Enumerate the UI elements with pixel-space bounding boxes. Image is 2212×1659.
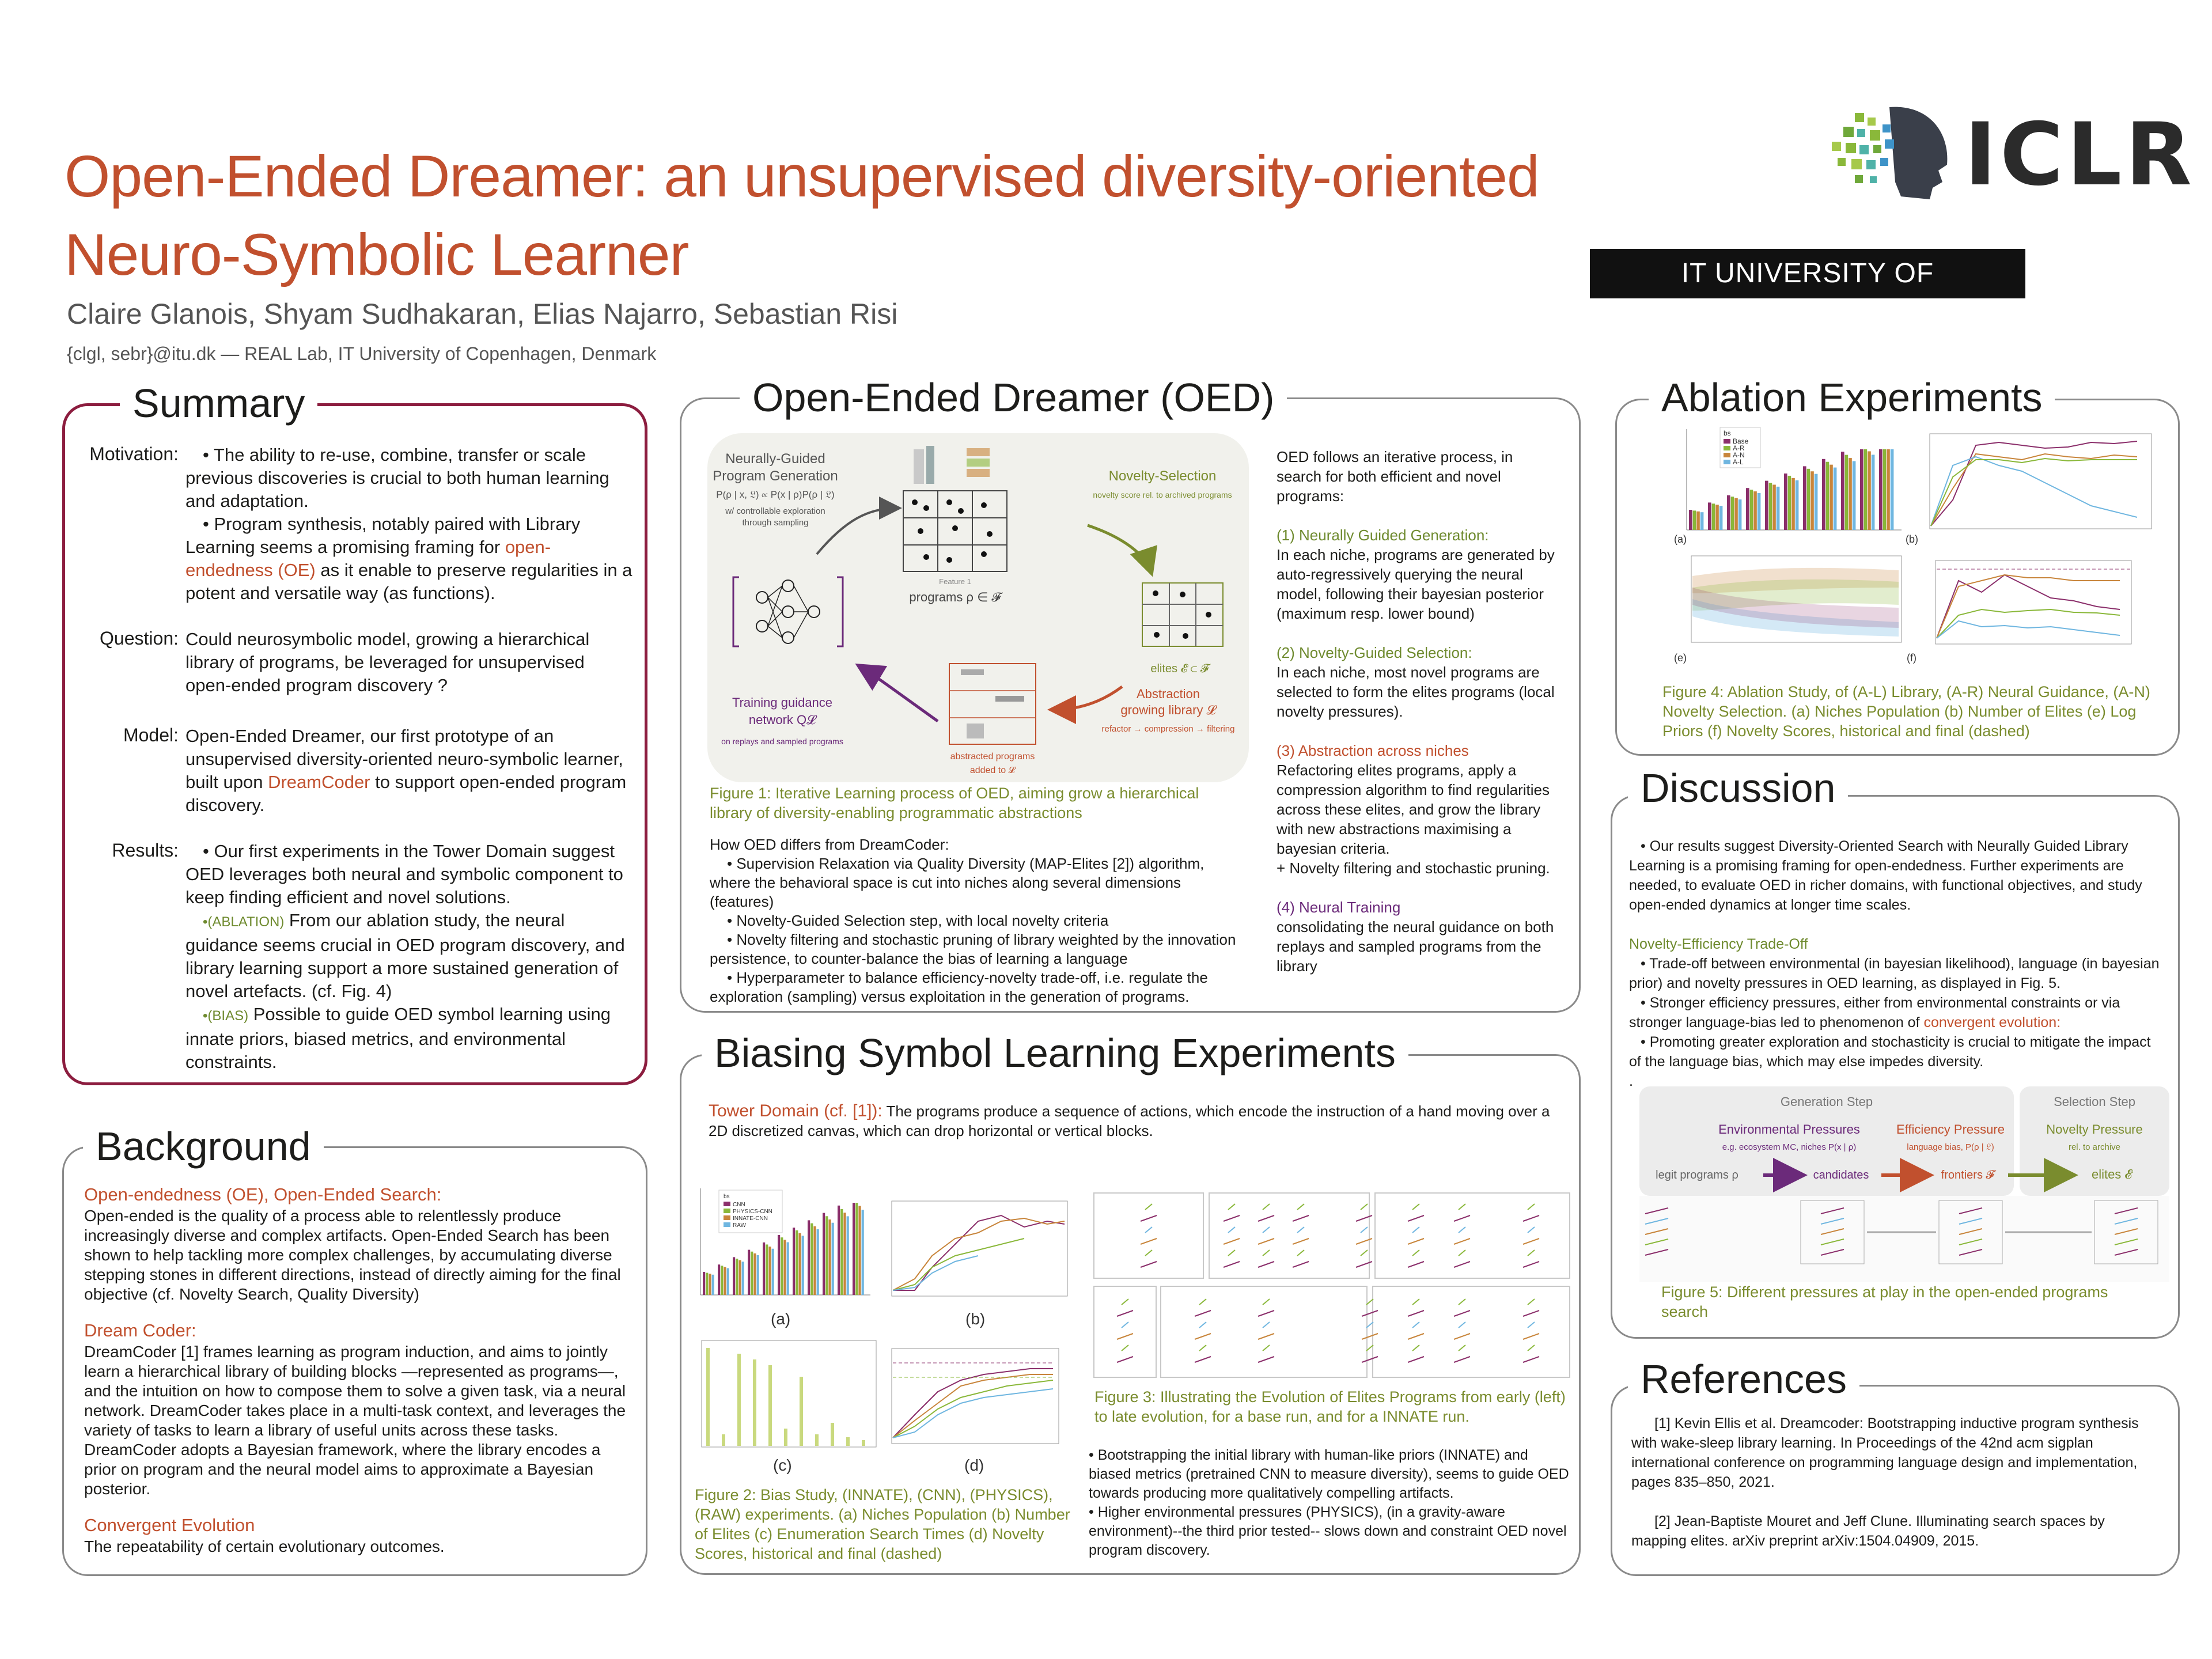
diag-feature-label: Feature 1 <box>939 577 971 586</box>
tower-block <box>1412 1345 1419 1351</box>
tower-block <box>1366 1345 1373 1351</box>
tower-block <box>1293 1262 1309 1267</box>
biasing-title: Biasing Symbol Learning Experiments <box>702 1030 1408 1076</box>
tower-block <box>1528 1204 1535 1210</box>
ablation-chart-b <box>1918 431 2154 535</box>
authors: Claire Glanois, Shyam Sudhakaran, Elias Najarro, Sebastian Risi <box>67 298 898 330</box>
bar <box>813 1226 816 1295</box>
abl-label-b: (b) <box>1906 533 1918 545</box>
tower-block <box>1263 1227 1270 1233</box>
tower-block <box>1459 1204 1465 1210</box>
question-label: Question: <box>100 628 179 649</box>
diag-programs: programs ρ ∈ 𝓕 <box>909 590 1001 604</box>
tower-block <box>1523 1262 1539 1267</box>
bias-label-c: (c) <box>773 1456 792 1474</box>
bar <box>772 1249 774 1295</box>
tower-block <box>1412 1227 1419 1233</box>
bar <box>718 1264 720 1295</box>
tower-block <box>1263 1204 1270 1210</box>
ablation-chart-e <box>1674 553 1904 651</box>
model-text: Open-Ended Dreamer, our first prototype of an unsupervised diversity-oriented neuro-symbolic learner, built upon DreamCoder to support open-ended program discovery. <box>185 726 627 815</box>
tower-block <box>1528 1250 1535 1256</box>
tower-block <box>1361 1204 1368 1210</box>
tower-block <box>1122 1322 1128 1328</box>
tower-domain-text: Tower Domain (cf. [1]): The programs produce a sequence of actions, which encode the instruction of a hand moving over a 2D discretized canvas, which can drop horizontal or vertical blocks. <box>709 1101 1550 1139</box>
diag-tg-sub: on replays and sampled programs <box>721 737 843 746</box>
bar <box>825 1216 828 1295</box>
tower-block <box>1528 1299 1535 1305</box>
biasing-bullets: • Bootstrapping the initial library with human-like priors (INNATE) and biased metrics (pretrained CNN to measure diversity), seems to guide OED towards producing more qualitatively compelling artifacts. • Higher environmental pressures (PHYSICS), (in a gravity-aware environment)--the third prior tested-- slows down and constraint OED novel program discovery. <box>1089 1447 1569 1558</box>
bar <box>862 1210 864 1295</box>
bar <box>843 1213 846 1295</box>
tower-block <box>1454 1215 1470 1221</box>
tower-block <box>1528 1227 1535 1233</box>
tower-block <box>1195 1334 1211 1339</box>
bar <box>1849 458 1852 530</box>
bar <box>1807 469 1810 530</box>
tower-block <box>1366 1322 1373 1328</box>
tower-block <box>1141 1262 1157 1267</box>
diag-tg-title: Training guidance <box>732 695 833 710</box>
bar <box>828 1219 831 1295</box>
university-banner: IT UNIVERSITY OF COPENHAGEN <box>1590 249 2025 298</box>
bias-legend-1: PHYSICS-CNN <box>733 1209 772 1215</box>
tower-block <box>1412 1204 1419 1210</box>
bar <box>703 1272 705 1295</box>
tower-block <box>1408 1357 1424 1362</box>
tower-block <box>1523 1215 1539 1221</box>
bar <box>1758 493 1761 530</box>
elites-grid <box>1142 583 1223 646</box>
abl-label-a: (a) <box>1674 533 1687 545</box>
tower-block <box>1145 1204 1152 1210</box>
tower-block <box>1459 1345 1465 1351</box>
bias-chart-c <box>689 1338 879 1453</box>
nov-pressure: Novelty Pressure <box>2046 1122 2143 1137</box>
tower-block <box>1145 1250 1152 1256</box>
tower-block <box>1454 1262 1470 1267</box>
bar <box>1708 502 1711 530</box>
eff-pressure-sub: language bias, P(ρ | 𝔏) <box>1907 1142 1994 1152</box>
tower-block <box>1459 1250 1465 1256</box>
tower-block <box>1528 1345 1535 1351</box>
ablation-chart-f <box>1918 558 2154 650</box>
eff-pressure: Efficiency Pressure <box>1896 1122 2005 1137</box>
tower-block <box>1263 1250 1270 1256</box>
diag-abs-sub: refactor → compression → filtering <box>1101 724 1235 734</box>
bar <box>1879 449 1883 530</box>
background-title: Background <box>83 1123 324 1169</box>
tower-block <box>1297 1227 1304 1233</box>
tower-block <box>1361 1250 1368 1256</box>
tower-block <box>1141 1215 1157 1221</box>
bar <box>1712 503 1715 530</box>
candidates-label: candidates <box>1813 1169 1869 1181</box>
bar <box>800 1377 803 1446</box>
bias-label-a: (a) <box>771 1310 791 1328</box>
bar <box>855 1203 858 1295</box>
sel-step-label: Selection Step <box>2054 1094 2135 1109</box>
abstracted-programs-box <box>949 664 1036 744</box>
bar <box>778 1235 780 1295</box>
abl-legend-1: A-R <box>1733 444 1745 452</box>
tower-block <box>1361 1227 1368 1233</box>
bar <box>1750 490 1753 530</box>
bar <box>1815 474 1818 530</box>
background-body: Open-endedness (OE), Open-Ended Search: Open-ended is the quality of a process able to relentlessly produce increasingly diverse and complex artifacts. Open-Ended Search has been shown to help tackling more complex challenges, by accumulating diverse stepping stones in different directions, instead of directly aiming for the final objective (cf. Novelty Search, Quality Diversity) Dream Coder: DreamCoder [1] frames learning as program induction, and aims to jointly learn a hierarchical library of building blocks —represented as programs—, and the intuition on how to compose them to solve a given task, via a neural network. DreamCoder takes place in a multi-task context, and leverages the variety of tasks to learn a library of useful units across these tasks. DreamCoder adopts a Bayesian framework, where the library encodes a prior on program and the neural model aims to approximate a Bayesian posterior. Convergent Evolution The repeatability of certain evolutionary outcomes. <box>84 1184 626 1555</box>
bar <box>784 1429 787 1446</box>
bar <box>1693 510 1696 530</box>
bar <box>823 1213 825 1295</box>
tower-block <box>1293 1238 1309 1244</box>
ablation-title: Ablation Experiments <box>1649 374 2055 421</box>
tower-block <box>1297 1250 1304 1256</box>
tower-block <box>1454 1334 1470 1339</box>
oed-steps: OED follows an iterative process, in search for both efficient and novel programs: (1) Neurally Guided Generation: In each niche, programs are generated by auto-regressively querying the neural model, following their bayesian posterior (maximum resp. lower bound) (2) Novelty-Guided Selection: In each niche, most novel programs are selected to form the elites programs (local novelty pressures). (3) Abstraction across niches Refactoring elites programs, apply a compression algorithm to find regularities across these elites, and grow the library with new abstractions maximising a bayesian criteria. + Novelty filtering and stochastic pruning. (4) Neural Training consolidating the neural guidance on both replays and sampled programs from the library <box>1277 448 1555 975</box>
tower-block <box>1224 1215 1240 1221</box>
tower-block <box>1408 1262 1424 1267</box>
bar <box>1841 452 1844 530</box>
bias-legend-2: INNATE-CNN <box>733 1215 768 1222</box>
bar <box>1784 474 1787 530</box>
fig2-caption: Figure 2: Bias Study, (INNATE), (CNN), (PHYSICS), (RAW) experiments. (a) Niches Population (b) Number of Elites (c) Enumeration Search Times (d) Novelty Scores, historical and final (dashed) <box>695 1486 1070 1562</box>
fig3-caption: Figure 3: Illustrating the Evolution of Elites Programs from early (left) to late evolution, for a base run, and for a INNATE run. <box>1094 1388 1566 1425</box>
bar <box>1753 491 1757 530</box>
motivation-text: • The ability to re-use, combine, transfer or scale previous discoveries is crucial to both human learning and adaptation. • Program synthesis, notably paired with Library Learning seems a promising framing for open-endedness (OE) as it enable to preserve regularities in a potent and versatile way (as functions). <box>185 445 632 603</box>
tower-block <box>1528 1322 1535 1328</box>
bias-legend-3: RAW <box>733 1222 746 1229</box>
bar <box>847 1216 849 1295</box>
tower-block <box>1412 1250 1419 1256</box>
results-label: Results: <box>112 840 179 861</box>
bar <box>753 1359 756 1446</box>
bar <box>709 1274 711 1295</box>
tower-block <box>1258 1262 1274 1267</box>
tower-block <box>1356 1215 1372 1221</box>
bar <box>738 1260 741 1295</box>
tower-block <box>1454 1238 1470 1244</box>
bar <box>1765 481 1768 530</box>
bar <box>787 1242 789 1295</box>
bar <box>798 1233 801 1295</box>
motivation-label: Motivation: <box>89 444 179 464</box>
bar <box>751 1252 753 1295</box>
tower-block <box>1141 1238 1157 1244</box>
gen-step-label: Generation Step <box>1780 1094 1873 1109</box>
references-body: [1] Kevin Ellis et al. Dreamcoder: Bootstrapping inductive program synthesis with wake-sleep library learning. In Proceedings of the 42nd acm sigplan international conference on programming language design and implementation, pages 835–850, 2021. [2] Jean-Baptiste Mouret and Jeff Clune. Illuminating search spaces by mapping elites. arXiv preprint arXiv:1504.04909, 2015. <box>1631 1415 2139 1549</box>
diag-abs-title2: growing library 𝓛 <box>1120 703 1216 717</box>
bar <box>815 1434 819 1446</box>
tower-block <box>1199 1322 1206 1328</box>
tower-block <box>1523 1334 1539 1339</box>
tower-block <box>1362 1334 1378 1339</box>
bar <box>846 1437 850 1446</box>
bar <box>853 1203 855 1295</box>
tower-block <box>1122 1299 1128 1305</box>
bar <box>727 1268 729 1295</box>
bias-label-d: (d) <box>964 1456 984 1474</box>
tower-block <box>1224 1262 1240 1267</box>
tower-block <box>1199 1299 1206 1305</box>
bar <box>763 1243 765 1295</box>
bar <box>733 1257 735 1295</box>
bias-chart-a <box>689 1185 873 1306</box>
bar <box>1734 498 1738 530</box>
bias-chart-b <box>880 1198 1070 1302</box>
tower-block <box>1258 1334 1274 1339</box>
diag-ng-formula: P(ρ | x, 𝔏) ∝ P(x | ρ)P(ρ | 𝔏) <box>716 489 835 500</box>
tower-block <box>1258 1238 1274 1244</box>
bar <box>1700 512 1704 530</box>
bar <box>1791 478 1795 530</box>
tower-block <box>1263 1322 1270 1328</box>
tower-block <box>1356 1238 1372 1244</box>
tower-sketches <box>1093 1192 1570 1378</box>
bar <box>831 1423 834 1446</box>
tower-block <box>1117 1310 1133 1316</box>
bar <box>781 1237 783 1295</box>
bar <box>1834 468 1837 530</box>
abl-legend-3: A-L <box>1733 458 1744 466</box>
tower-block <box>1362 1310 1378 1316</box>
bar <box>1826 462 1830 530</box>
bias-chart-d <box>880 1346 1070 1449</box>
abl-legend-bs: bs <box>1724 429 1731 437</box>
bar <box>1727 495 1730 530</box>
summary-title: Summary <box>120 380 317 426</box>
bar <box>1822 459 1825 530</box>
bar <box>796 1230 798 1295</box>
bar <box>736 1259 738 1295</box>
discussion-title: Discussion <box>1628 765 1848 811</box>
bar <box>1853 461 1856 530</box>
bar <box>1864 449 1868 530</box>
diag-ns-sub: novelty score rel. to archived programs <box>1093 490 1232 499</box>
bias-legend-bs: bs <box>724 1194 730 1200</box>
tower-block <box>1412 1299 1419 1305</box>
fig5-caption: Figure 5: Different pressures at play in the open-ended programs search <box>1661 1283 2108 1320</box>
bar <box>858 1206 861 1295</box>
neural-network-icon <box>733 577 843 646</box>
diag-ng-sub2: through sampling <box>742 518 809 528</box>
diag-ng-sub: w/ controllable exploration <box>725 506 825 516</box>
bar <box>838 1206 840 1295</box>
bar <box>810 1224 813 1295</box>
tower-block <box>1258 1310 1274 1316</box>
bar <box>1830 465 1833 530</box>
bar <box>808 1220 810 1295</box>
tower-block <box>1117 1334 1133 1339</box>
diag-ng-title2: Program Generation <box>713 468 838 484</box>
bar <box>768 1365 772 1446</box>
results-text: • Our first experiments in the Tower Domain suggest OED leverages both neural and symbolic component to keep finding efficient and novel solutions. •(ABLATION) From our ablation study, the neural guidance seems crucial in OED program discovery, and library learning support a more sustained generation of novel artefacts. (cf. Fig. 4) •(BIAS) Possible to guide OED symbol learning using innate priors, biased metrics, and environmental constraints. <box>185 841 625 1072</box>
bar <box>1872 454 1875 530</box>
iclr-logo <box>1820 101 2195 205</box>
tower-block <box>1408 1238 1424 1244</box>
bar <box>1810 471 1814 530</box>
bar <box>817 1229 819 1295</box>
tower-block <box>1293 1215 1309 1221</box>
abl-label-f: (f) <box>1907 652 1916 664</box>
diag-added: added to 𝓛 <box>969 766 1016 775</box>
bar <box>721 1266 723 1295</box>
bar <box>840 1209 843 1295</box>
legit-programs: legit programs ρ <box>1656 1169 1738 1181</box>
bar <box>706 1348 710 1446</box>
bar <box>1696 512 1700 530</box>
ablation-chart-a <box>1674 426 1904 541</box>
diag-abstracted: abstracted programs <box>950 752 1035 762</box>
bar <box>766 1244 768 1295</box>
tower-block <box>1412 1322 1419 1328</box>
bar <box>1803 466 1806 530</box>
tower-block <box>1459 1322 1465 1328</box>
pressures-diagram <box>1639 1086 2169 1282</box>
bar <box>1715 505 1719 530</box>
bar <box>1719 506 1723 530</box>
oed-title: Open-Ended Dreamer (OED) <box>740 374 1287 421</box>
references-title: References <box>1628 1356 1859 1402</box>
model-label: Model: <box>123 725 179 745</box>
tower-block <box>1228 1204 1235 1210</box>
tower-block <box>1263 1345 1270 1351</box>
nov-pressure-sub: rel. to archive <box>2068 1142 2121 1152</box>
tower-block <box>1366 1299 1373 1305</box>
tower-block <box>1459 1227 1465 1233</box>
bar <box>1796 480 1799 530</box>
tower-block <box>1297 1204 1304 1210</box>
bar <box>753 1253 756 1295</box>
bar <box>832 1223 834 1295</box>
tower-block <box>1117 1357 1133 1362</box>
bar <box>1738 499 1742 530</box>
env-pressure: Environmental Pressures <box>1718 1122 1860 1137</box>
bar <box>768 1247 771 1295</box>
bar <box>783 1240 786 1295</box>
elites-label: elites 𝓔 <box>2091 1167 2133 1181</box>
bar <box>862 1440 865 1446</box>
tower-block <box>1459 1299 1465 1305</box>
abl-label-e: (e) <box>1674 652 1687 664</box>
tower-block <box>1408 1310 1424 1316</box>
tower-block <box>1408 1334 1424 1339</box>
tower-block <box>1122 1345 1128 1351</box>
bar <box>712 1275 714 1295</box>
tower-block <box>1228 1250 1235 1256</box>
bar <box>1883 449 1887 530</box>
fig1-caption: Figure 1: Iterative Learning process of OED, aiming grow a hierarchical library of diversity-enabling programmatic abstractions <box>710 785 1199 821</box>
programs-grid <box>903 446 1007 571</box>
tower-block <box>1199 1345 1206 1351</box>
frontiers-label: frontiers 𝓕 <box>1941 1169 1995 1181</box>
bar <box>742 1262 744 1295</box>
bar <box>802 1236 804 1295</box>
bar <box>737 1354 741 1446</box>
tower-block <box>1362 1357 1378 1362</box>
bar <box>1731 497 1734 530</box>
bar <box>1689 510 1692 530</box>
tower-block <box>1258 1215 1274 1221</box>
bar <box>1868 451 1871 530</box>
discussion-body: • Our results suggest Diversity-Oriented Search with Neurally Guided Library Learning is a promising framing for open-endedness. Further experiments are needed, to evaluate OED in richer domains, with functional objectives, and study open-ended dynamics at longer time scales. Novelty-Efficiency Trade-Off • Trade-off between environmental (in bayesian likelihood), language (in bayesian prior) and novelty pressures in OED learning, as displayed in Fig. 5. • Stronger efficiency pressures, either from environmental constraints or via stronger language-bias led to phenomenon of convergent evolution: • Promoting greater exploration and stochasticity is crucial to mitigate the impact of the language bias, which may else impedes diversity. . <box>1629 838 2160 1089</box>
bar <box>1746 488 1749 530</box>
poster-title: Open-Ended Dreamer: an unsupervised diversity-oriented Neuro-Symbolic Learner <box>65 143 1539 287</box>
tower-block <box>1195 1357 1211 1362</box>
bar <box>1769 483 1772 530</box>
diag-elites: elites 𝓔 ⊂ 𝓕 <box>1150 662 1209 675</box>
bias-legend-0: CNN <box>733 1202 745 1208</box>
diag-abs-title: Abstraction <box>1136 687 1200 701</box>
env-pressure-sub: e.g. ecosystem MC, niches P(x | ρ) <box>1722 1142 1857 1152</box>
oed-diagram <box>707 433 1249 782</box>
abl-legend-0: Base <box>1733 437 1749 445</box>
affiliation: {clgl, sebr}@itu.dk — REAL Lab, IT University of Copenhagen, Denmark <box>67 343 657 364</box>
bar <box>757 1255 759 1295</box>
bar <box>748 1250 750 1295</box>
bar <box>1860 449 1863 530</box>
bar <box>1891 449 1894 530</box>
oed-cycle-diagram <box>707 433 1249 782</box>
diag-ng-title: Neurally-Guided <box>725 451 825 467</box>
bar <box>1777 487 1780 530</box>
tower-block <box>1195 1310 1211 1316</box>
oed-differs: How OED differs from DreamCoder: • Supervision Relaxation via Quality Diversity (MAP-Elites [2]) algorithm, where the behavioral space is cut into niches along several dimensions (features) • Novelty-Guided Selection step, with local novelty criteria • Novelty filtering and stochastic pruning of library weighted by the innovation persistence, to counter-balance the bias of learning a language • Hyperparameter to balance efficiency-novelty trade-off, i.e. regulate the exploration (sampling) versus exploitation in the generation of programs. <box>710 836 1236 1005</box>
tower-block <box>1145 1227 1152 1233</box>
tower-block <box>1454 1310 1470 1316</box>
tower-block <box>1224 1238 1240 1244</box>
bar <box>1772 484 1776 530</box>
tower-block <box>1258 1357 1274 1362</box>
fig4-caption: Figure 4: Ablation Study, of (A-L) Library, (A-R) Neural Guidance, (A-N) Novelty Selection. (a) Niches Population (b) Number of Elites (e) Log Priors (f) Novelty Scores, historical and final (dashed) <box>1662 683 2150 740</box>
abl-legend-2: A-N <box>1733 451 1745 459</box>
bar <box>1788 476 1791 530</box>
tower-block <box>1454 1357 1470 1362</box>
diag-ns-title: Novelty-Selection <box>1108 468 1217 484</box>
iclr-head-icon <box>1820 101 1959 203</box>
bar <box>1845 455 1849 530</box>
question-text: Could neurosymbolic model, growing a hierarchical library of programs, be leveraged for unsupervised open-ended program discovery ? <box>185 629 590 695</box>
bar <box>793 1228 795 1295</box>
tower-block <box>1356 1262 1372 1267</box>
tower-block <box>1408 1215 1424 1221</box>
bar <box>706 1273 708 1295</box>
bar <box>1887 449 1890 530</box>
diag-tg-title2: network Q𝓛 <box>748 713 816 727</box>
tower-block <box>1523 1238 1539 1244</box>
bar <box>724 1267 726 1295</box>
bar <box>722 1434 725 1446</box>
tower-block <box>1228 1227 1235 1233</box>
tower-block <box>1523 1310 1539 1316</box>
iclr-wordmark: ICLR <box>1964 105 2195 205</box>
bias-label-b: (b) <box>965 1310 986 1328</box>
tower-block <box>1263 1299 1270 1305</box>
tower-block <box>1523 1357 1539 1362</box>
